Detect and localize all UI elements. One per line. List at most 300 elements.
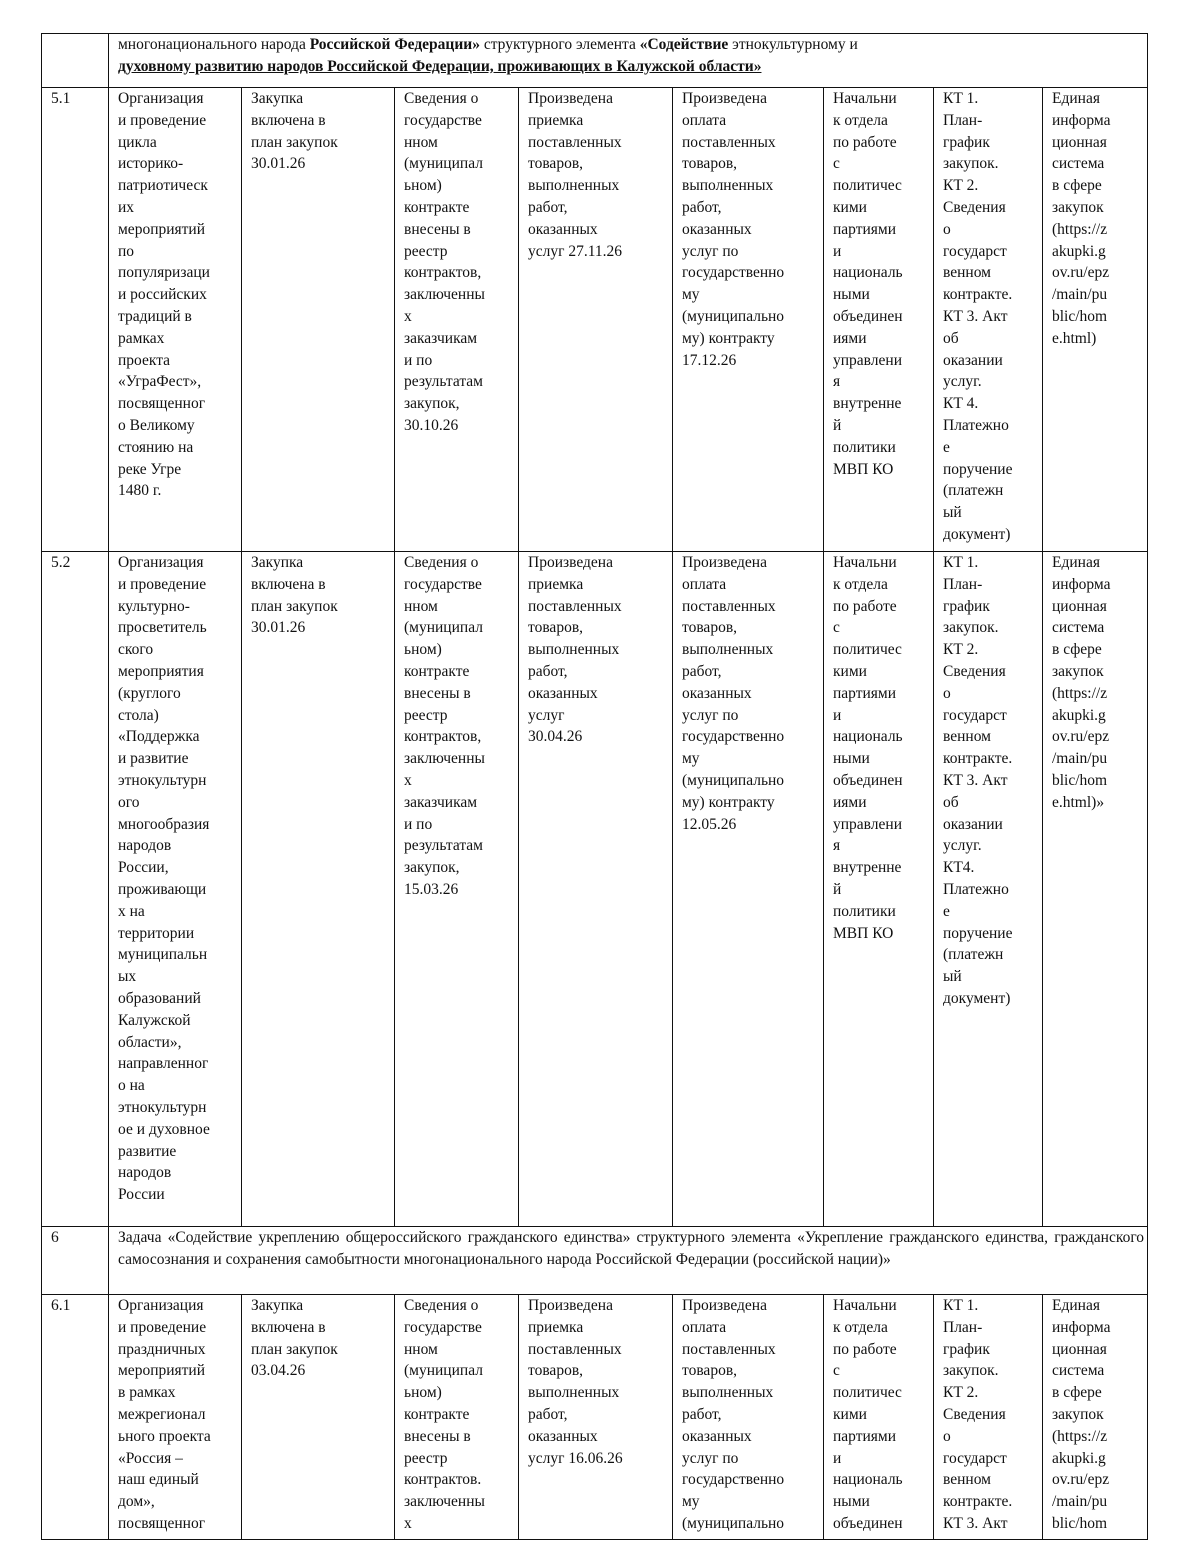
cell-line: реестр — [404, 1449, 448, 1467]
cell-line: поставленных — [528, 1340, 622, 1358]
cell-line: товаров, — [682, 155, 738, 173]
cell-line: в сфере — [1052, 1384, 1102, 1402]
cell-line: План- — [943, 575, 983, 593]
cell-line: в рамках — [118, 1384, 176, 1402]
cell-line: ое и духовное — [118, 1120, 210, 1138]
cell-line: Организация — [118, 1297, 204, 1314]
cell-line: результатам — [404, 837, 483, 855]
cell-line: традиций в — [118, 307, 192, 325]
cell-line: ционная — [1052, 597, 1107, 615]
cell-line: «Россия – — [118, 1449, 183, 1467]
cell-line: и — [833, 706, 842, 724]
cell-line: х на — [118, 902, 145, 920]
cell-line: ьном) — [404, 641, 442, 659]
cell-line: приемка — [528, 575, 584, 593]
cell-line: государст — [943, 242, 1007, 260]
cell-line: (https://z — [1052, 1427, 1108, 1445]
cell-line: закупок. — [943, 155, 999, 173]
cell-line: (круглого — [118, 684, 181, 702]
information-system-cell — [1043, 552, 1148, 1227]
cell-line: закупок, — [404, 859, 460, 877]
cell-line: Сведения — [943, 198, 1006, 216]
cell-line: Начальни — [833, 90, 897, 107]
cell-line: akupki.g — [1052, 242, 1106, 260]
cell-line: Начальни — [833, 554, 897, 571]
cell-line: посвященног — [118, 395, 206, 413]
cell-line: оказанных — [528, 1427, 598, 1445]
row-number: 6 — [42, 1227, 109, 1295]
cell-line: ый — [943, 968, 962, 986]
cell-line: с — [833, 1362, 840, 1380]
cell-line: закупок. — [943, 1362, 999, 1380]
cell-line: работ, — [682, 1405, 722, 1423]
cell-line: 12.05.26 — [682, 815, 737, 833]
cell-line: нном — [404, 133, 438, 151]
cell-line: Организация — [118, 554, 204, 571]
cell-line: политичес — [833, 177, 902, 195]
cell-line: товаров, — [682, 619, 738, 637]
cell-line: Платежно — [943, 880, 1009, 898]
cell-line: поставленных — [528, 133, 622, 151]
cell-line: КТ 2. — [943, 641, 979, 659]
cell-line: националь — [833, 264, 903, 282]
cell-line: поручение — [943, 460, 1013, 478]
cell-line: по работе — [833, 1340, 897, 1358]
cell-line: информа — [1052, 111, 1111, 129]
cell-line: ых — [118, 968, 137, 986]
cell-line: (платежн — [943, 482, 1004, 500]
cell-line: их — [118, 198, 135, 216]
payment-cell — [673, 88, 824, 552]
cell-line: реке Угре — [118, 460, 182, 478]
cell-line: об — [943, 329, 959, 347]
cell-line: включена в — [251, 111, 326, 129]
table-row — [42, 1295, 1148, 1540]
payment-cell — [673, 552, 824, 1227]
cell-line: закупок — [1052, 198, 1104, 216]
cell-line: КТ 1. — [943, 1297, 979, 1314]
cell-line: Произведена — [682, 1297, 767, 1314]
cell-line: (муниципально — [682, 771, 785, 789]
payment-cell — [673, 1295, 824, 1540]
information-system-cell — [1043, 88, 1148, 552]
cell-line: услуг по — [682, 1449, 739, 1467]
cell-line: Сведения о — [404, 554, 479, 571]
cell-line: и проведение — [118, 575, 207, 593]
cell-line: и — [833, 242, 842, 260]
cell-line: мероприятий — [118, 220, 206, 238]
cell-line: закупок — [1052, 1405, 1104, 1423]
cell-line: народов — [118, 1164, 172, 1182]
cell-line: Произведена — [528, 554, 613, 571]
cell-line: х — [404, 1514, 412, 1532]
cell-line: результатам — [404, 373, 483, 391]
cell-line: документ) — [943, 989, 1011, 1007]
cell-line: партиями — [833, 220, 897, 238]
cell-line: я — [833, 837, 841, 855]
cell-line: услуг — [528, 706, 565, 724]
cell-line: поставленных — [528, 597, 622, 615]
cell-line: включена в — [251, 575, 326, 593]
cell-line: венном — [943, 1471, 991, 1489]
cell-line: политики — [833, 902, 896, 920]
cell-line: 17.12.26 — [682, 351, 737, 369]
cell-line: 03.04.26 — [251, 1362, 306, 1380]
cell-line: к отдела — [833, 111, 888, 129]
cell-line: blic/hom — [1052, 307, 1108, 325]
cell-line: этнокультурн — [118, 1098, 207, 1116]
cell-line: ьном) — [404, 177, 442, 195]
cell-line: закупок, — [404, 395, 460, 413]
cell-line: товаров, — [528, 1362, 584, 1380]
cell-line: и проведение — [118, 1318, 207, 1336]
cell-line: России, — [118, 859, 169, 877]
cell-line: КТ 2. — [943, 177, 979, 195]
cell-line: кими — [833, 1405, 867, 1423]
cell-line: поставленных — [682, 597, 776, 615]
cell-line: политичес — [833, 1384, 902, 1402]
cell-line: объединен — [833, 1514, 903, 1532]
cell-line: оказанных — [682, 220, 752, 238]
cell-line: МВП КО — [833, 460, 894, 478]
cell-line: оказанных — [528, 220, 598, 238]
cell-line: ov.ru/epz — [1052, 728, 1110, 746]
cell-line: этнокультурн — [118, 771, 207, 789]
cell-line: работ, — [528, 1405, 568, 1423]
cell-line: поставленных — [682, 133, 776, 151]
cell-line: КТ 3. Акт — [943, 1514, 1008, 1532]
cell-line: КТ 3. Акт — [943, 771, 1008, 789]
cell-line: (муниципал — [404, 1362, 483, 1380]
cell-line: заключенны — [404, 1493, 485, 1511]
cell-line: ными — [833, 286, 870, 304]
cell-line: территории — [118, 924, 195, 942]
purchase-cell — [242, 552, 395, 1227]
cell-line: система — [1052, 619, 1105, 637]
cell-line: закупок. — [943, 619, 999, 637]
cell-line: документ) — [943, 525, 1011, 543]
cell-line: работ, — [528, 662, 568, 680]
cell-line: образований — [118, 989, 201, 1007]
cell-line: му — [682, 286, 700, 304]
cell-line: /main/pu — [1052, 1493, 1108, 1511]
cell-line: Единая — [1052, 554, 1100, 571]
cell-line: поставленных — [682, 1340, 776, 1358]
cell-line: к отдела — [833, 1318, 888, 1336]
cell-line: План- — [943, 111, 983, 129]
cell-line: контрактов, — [404, 264, 482, 282]
purchase-cell — [242, 88, 395, 552]
cell-line: проживающи — [118, 880, 207, 898]
cell-line: ov.ru/epz — [1052, 1471, 1110, 1489]
cell-line: государстве — [404, 1318, 482, 1336]
cell-line: ый — [943, 504, 962, 522]
cell-line: о Великому — [118, 416, 195, 434]
cell-line: государст — [943, 706, 1007, 724]
cell-line: стола) — [118, 706, 159, 724]
cell-line: работ, — [528, 198, 568, 216]
cell-line: праздничных — [118, 1340, 206, 1358]
cell-line: КТ 3. Акт — [943, 307, 1008, 325]
cell-line: историко- — [118, 155, 184, 173]
cell-line: blic/hom — [1052, 1514, 1108, 1532]
cell-line: (https://z — [1052, 220, 1108, 238]
cell-line: ными — [833, 1493, 870, 1511]
event-cell — [109, 1295, 242, 1540]
cell-line: система — [1052, 155, 1105, 173]
cell-line: контрактов, — [404, 728, 482, 746]
cell-line: Сведения — [943, 1405, 1006, 1423]
cell-line: объединен — [833, 307, 903, 325]
cell-line: МВП КО — [833, 924, 894, 942]
cell-line: о — [943, 1427, 951, 1445]
cell-line: приемка — [528, 111, 584, 129]
cell-line: заказчикам — [404, 329, 478, 347]
cell-line: КТ 2. — [943, 1384, 979, 1402]
acceptance-cell — [519, 1295, 673, 1540]
event-cell — [109, 552, 242, 1227]
cell-line: по работе — [833, 597, 897, 615]
cell-line: венном — [943, 264, 991, 282]
responsible-cell — [824, 88, 934, 552]
cell-line: наш единый — [118, 1471, 199, 1489]
event-cell — [109, 88, 242, 552]
cell-line: график — [943, 1340, 990, 1358]
cell-line: /main/pu — [1052, 750, 1108, 768]
cell-line: приемка — [528, 1318, 584, 1336]
cell-line: контракте — [404, 662, 470, 680]
cell-line: выполненных — [682, 177, 774, 195]
empty-num-cell — [42, 34, 109, 88]
cell-line: План- — [943, 1318, 983, 1336]
cell-line: КТ 1. — [943, 554, 979, 571]
cell-line: х — [404, 307, 412, 325]
cell-line: о — [943, 684, 951, 702]
cell-line: государстве — [404, 575, 482, 593]
cell-line: график — [943, 597, 990, 615]
cell-line: рамках — [118, 329, 165, 347]
cell-line: народов — [118, 837, 172, 855]
cell-line: e.html)» — [1052, 793, 1105, 811]
cell-line: услуг по — [682, 242, 739, 260]
cell-line: работ, — [682, 198, 722, 216]
cell-line: муниципальн — [118, 946, 208, 964]
cell-line: кими — [833, 198, 867, 216]
cell-line: работ, — [682, 662, 722, 680]
cell-line: иями — [833, 329, 867, 347]
responsible-cell — [824, 552, 934, 1227]
cell-line: оплата — [682, 1318, 727, 1336]
cell-line: включена в — [251, 1318, 326, 1336]
cell-line: товаров, — [528, 619, 584, 637]
contract-cell — [395, 1295, 519, 1540]
cell-line: 30.04.26 — [528, 728, 583, 746]
measures-table — [41, 33, 1148, 1540]
cell-line: информа — [1052, 575, 1111, 593]
cell-line: (муниципал — [404, 619, 483, 637]
cell-line: Калужской — [118, 1011, 191, 1029]
cell-line: 15.03.26 — [404, 880, 459, 898]
cell-line: поручение — [943, 924, 1013, 942]
row-number: 5.1 — [42, 88, 109, 552]
structural-element-title: многонационального народа Российской Федерации» структурного элемента «Содействие этнокультурному и духовному развитию народов Российской Федерации, проживающих в Калужской области» — [109, 34, 1148, 88]
cell-line: оплата — [682, 575, 727, 593]
cell-line: система — [1052, 1362, 1105, 1380]
cell-line: КТ 1. — [943, 90, 979, 107]
cell-line: оказанных — [528, 684, 598, 702]
cell-line: e.html) — [1052, 329, 1097, 347]
cell-line: и по — [404, 815, 433, 833]
cell-line: о на — [118, 1077, 145, 1095]
cell-line: «УграФест», — [118, 373, 202, 391]
cell-line: (муниципал — [404, 155, 483, 173]
cell-line: Сведения о — [404, 90, 479, 107]
cell-line: о — [943, 220, 951, 238]
cell-line: КТ4. — [943, 859, 975, 877]
cell-line: внесены в — [404, 220, 471, 238]
cell-line: график — [943, 133, 990, 151]
cell-line: политичес — [833, 641, 902, 659]
cell-line: патриотическ — [118, 177, 208, 195]
cell-line: (платежн — [943, 946, 1004, 964]
cell-line: нном — [404, 597, 438, 615]
cell-line: мероприятия — [118, 662, 204, 680]
cell-line: националь — [833, 1471, 903, 1489]
cell-line: оказании — [943, 351, 1003, 369]
cell-line: ского — [118, 641, 154, 659]
acceptance-cell — [519, 88, 673, 552]
cell-line: Произведена — [682, 90, 767, 107]
cell-line: развитие — [118, 1142, 177, 1160]
cell-line: заказчикам — [404, 793, 478, 811]
cell-line: Закупка — [251, 1297, 304, 1314]
cell-line: ого — [118, 793, 140, 811]
cell-line: blic/hom — [1052, 771, 1108, 789]
cell-line: ov.ru/epz — [1052, 264, 1110, 282]
cell-line: нном — [404, 1340, 438, 1358]
cell-line: выполненных — [528, 1384, 620, 1402]
cell-line: контракте — [404, 1405, 470, 1423]
cell-line: государственно — [682, 1471, 785, 1489]
contract-cell — [395, 88, 519, 552]
cell-line: (муниципально — [682, 1514, 785, 1532]
cell-line: контракте. — [943, 1493, 1013, 1511]
header-continuation-row — [42, 34, 1148, 88]
acceptance-cell — [519, 552, 673, 1227]
cell-line: популяризаци — [118, 264, 210, 282]
cell-line: оказанных — [682, 1427, 752, 1445]
cell-line: по работе — [833, 133, 897, 151]
task-title: Задача «Содействие укреплению общероссийского гражданского единства» структурного элемента «Укрепление гражданского единства, гражданского самосознания и сохранения самобытности многонационального народа Российской Федерации (российской нации)» — [109, 1227, 1148, 1295]
cell-line: товаров, — [682, 1362, 738, 1380]
cell-line: политики — [833, 438, 896, 456]
cell-line: е — [943, 902, 950, 920]
cell-line: Единая — [1052, 90, 1100, 107]
cell-line: и по — [404, 351, 433, 369]
cell-line: план закупок — [251, 133, 338, 151]
cell-line: информа — [1052, 1318, 1111, 1336]
cell-line: 1480 г. — [118, 482, 162, 500]
cell-line: межрегионал — [118, 1405, 206, 1423]
cell-line: выполненных — [528, 177, 620, 195]
information-system-cell — [1043, 1295, 1148, 1540]
cell-line: выполненных — [682, 1384, 774, 1402]
cell-line: оплата — [682, 111, 727, 129]
task-row — [42, 1227, 1148, 1295]
cell-line: стоянию на — [118, 438, 194, 456]
cell-line: оказании — [943, 815, 1003, 833]
purchase-cell — [242, 1295, 395, 1540]
cell-line: партиями — [833, 684, 897, 702]
cell-line: Платежно — [943, 416, 1009, 434]
cell-line: КТ 4. — [943, 395, 979, 413]
cell-line: государстве — [404, 111, 482, 129]
cell-line: государственно — [682, 728, 785, 746]
cell-line: ционная — [1052, 133, 1107, 151]
cell-line: венном — [943, 728, 991, 746]
cell-line: 30.10.26 — [404, 416, 459, 434]
cell-line: мероприятий — [118, 1362, 206, 1380]
cell-line: просветитель — [118, 619, 207, 637]
cell-line: выполненных — [682, 641, 774, 659]
cell-line: направленног — [118, 1055, 209, 1073]
cell-line: (муниципально — [682, 307, 785, 325]
cell-line: Произведена — [528, 1297, 613, 1314]
cell-line: Сведения о — [404, 1297, 479, 1314]
cell-line: реестр — [404, 706, 448, 724]
cell-line: план закупок — [251, 597, 338, 615]
cell-line: внутренне — [833, 395, 902, 413]
cell-line: в сфере — [1052, 641, 1102, 659]
cell-line: управлени — [833, 351, 902, 369]
cell-line: контракте — [404, 198, 470, 216]
cell-line: многообразия — [118, 815, 210, 833]
documents-cell — [934, 552, 1043, 1227]
cell-line: контрактов. — [404, 1471, 482, 1489]
cell-line: партиями — [833, 1427, 897, 1445]
row-number: 5.2 — [42, 552, 109, 1227]
cell-line: дом», — [118, 1493, 155, 1511]
cell-line: с — [833, 155, 840, 173]
cell-line: цикла — [118, 133, 157, 151]
cell-line: и развитие — [118, 750, 189, 768]
documents-cell — [934, 88, 1043, 552]
cell-line: е — [943, 438, 950, 456]
cell-line: ными — [833, 750, 870, 768]
cell-line: Произведена — [682, 554, 767, 571]
cell-line: услуг 27.11.26 — [528, 242, 623, 260]
cell-line: по — [118, 242, 135, 260]
cell-line: му) контракту — [682, 329, 775, 347]
cell-line: х — [404, 771, 412, 789]
cell-line: внесены в — [404, 1427, 471, 1445]
cell-line: услуг по — [682, 706, 739, 724]
cell-line: akupki.g — [1052, 706, 1106, 724]
cell-line: об — [943, 793, 959, 811]
cell-line: иями — [833, 793, 867, 811]
cell-line: й — [833, 880, 842, 898]
cell-line: ционная — [1052, 1340, 1107, 1358]
cell-line: области», — [118, 1033, 182, 1051]
cell-line: услуг. — [943, 837, 982, 855]
cell-line: закупок — [1052, 662, 1104, 680]
cell-line: Начальни — [833, 1297, 897, 1314]
cell-line: /main/pu — [1052, 286, 1108, 304]
documents-cell — [934, 1295, 1043, 1540]
cell-line: му) контракту — [682, 793, 775, 811]
table-row — [42, 552, 1148, 1227]
cell-line: и проведение — [118, 111, 207, 129]
